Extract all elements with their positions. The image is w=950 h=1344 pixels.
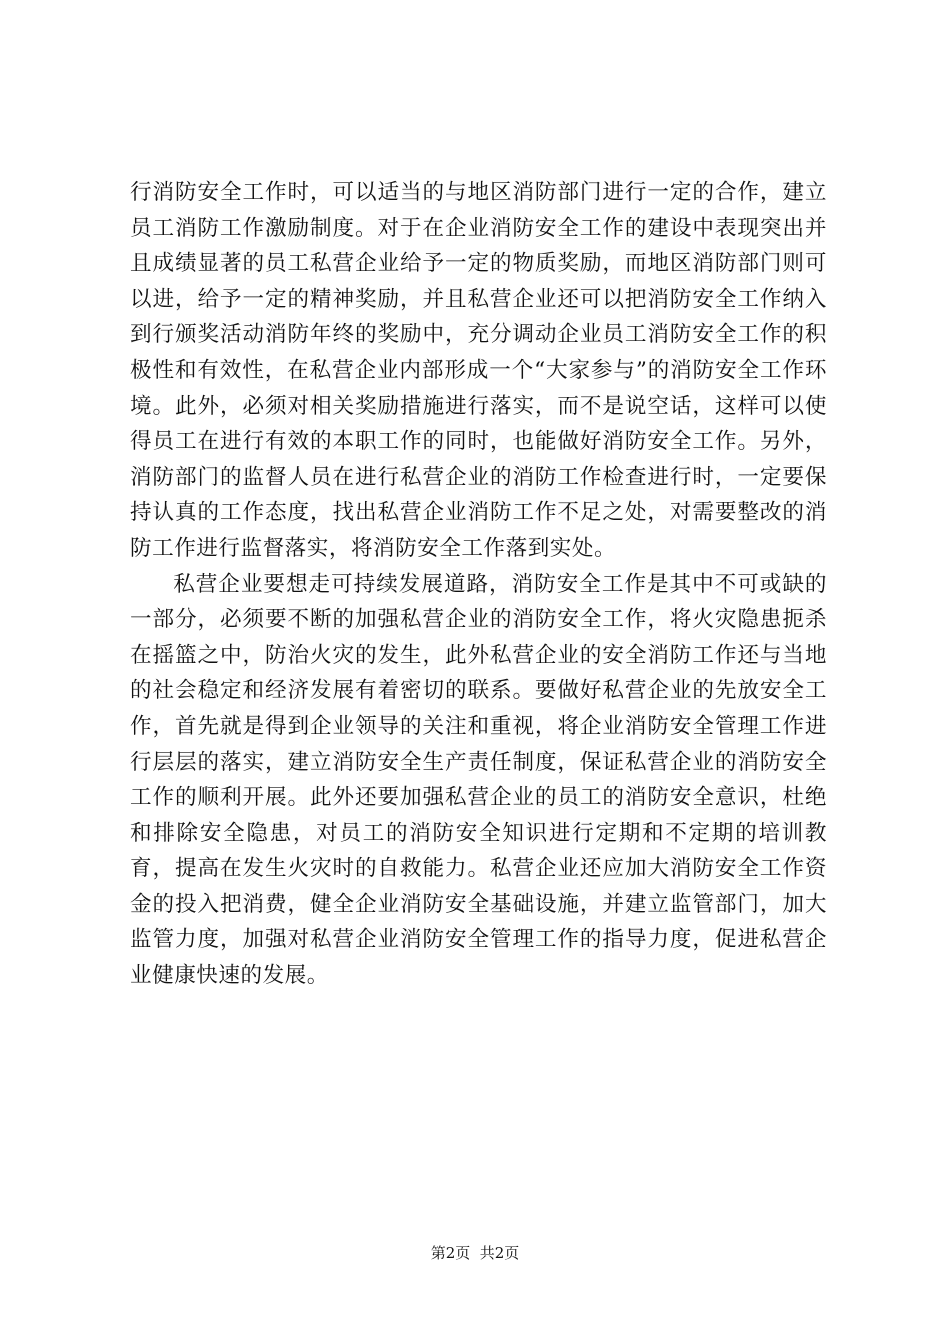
page-footer [0, 1243, 950, 1263]
page-number-label: 第2页 共2页 [430, 1244, 520, 1262]
paragraph-conclusion: 私营企业要想走可持续发展道路，消防安全工作是其中不可或缺的一部分，必须要不断的加强私营企业的消防安全工作，将火灾隐患扼杀在摇篮之中，防治火灾的发生，此外私营企业的安全消防工作还与当地的社会稳定和经济发展有着密切的联系。要做好私营企业的先放安全工作，首先就是得到企业领导的关注和重视，将企业消防安全管理工作进行层层的落实，建立消防安全生产责任制度，保证私营企业的消防安全工作的顺利开展。此外还要加强私营企业的员工的消防安全意识，杜绝和排除安全隐患，对员工的消防安全知识进行定期和不定期的培训教育，提高在发生火灾时的自救能力。私营企业还应加大消防安全工作资金的投入把消费，健全企业消防安全基础设施，并建立监管部门，加大监管力度，加强对私营企业消防安全管理工作的指导力度，促进私营企业健康快速的发展。 [130, 571, 827, 989]
document-body [130, 175, 827, 994]
paragraph-continuation: 行消防安全工作时，可以适当的与地区消防部门进行一定的合作，建立员工消防工作激励制度。对于在企业消防安全工作的建设中表现突出并且成绩显著的员工私营企业给予一定的物质奖励，而地区消防部门则可以进，给予一定的精神奖励，并且私营企业还可以把消防安全工作纳入到行颁奖活动消防年终的奖励中，充分调动企业员工消防安全工作的积极性和有效性，在私营企业内部形成一个“大家参与”的消防安全工作环境。此外，必须对相关奖励措施进行落实，而不是说空话，这样可以使得员工在进行有效的本职工作的同时，也能做好消防安全工作。另外，消防部门的监督人员在进行私营企业的消防工作检查进行时，一定要保持认真的工作态度，找出私营企业消防工作不足之处，对需要整改的消防工作进行监督落实，将消防安全工作落到实处。 [130, 180, 827, 561]
